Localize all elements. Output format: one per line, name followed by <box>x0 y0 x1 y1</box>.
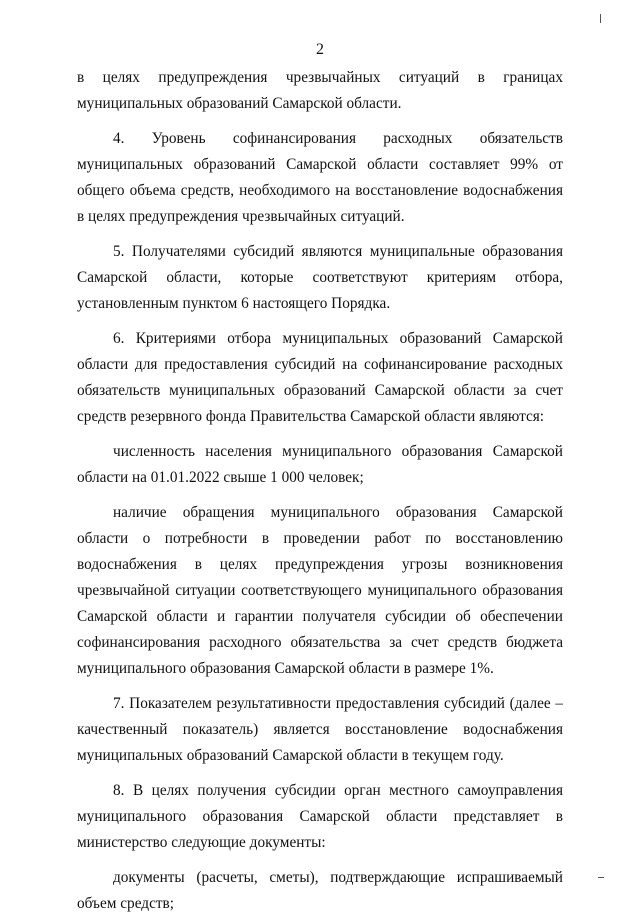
text-line: обязательств муниципальных образований Самарской области за счет <box>77 382 563 399</box>
scan-edge-mark <box>600 14 601 23</box>
text-line: наличие обращения муниципального образования Самарской <box>113 504 563 521</box>
text-line: области о потребности в проведении работ по восстановлению <box>77 530 563 547</box>
paragraph-item-7 <box>77 691 563 769</box>
text-line: 5. Получателями субсидий являются муниципальные образования <box>113 243 563 260</box>
text-line: софинансирования расходного обязательства за счет средств бюджета <box>77 634 563 651</box>
text-line: 6. Критериями отбора муниципальных образований Самарской <box>113 330 563 347</box>
paragraph-item-5 <box>77 239 563 317</box>
text-line: 8. В целях получения субсидии орган местного самоуправления <box>113 782 563 799</box>
text-line: муниципального образования Самарской области представляет в <box>77 808 563 825</box>
text-line: водоснабжения в целях предупреждения угрозы возникновения <box>77 556 563 573</box>
text-line: чрезвычайной ситуации соответствующего муниципального образования <box>77 582 563 599</box>
paragraph-continuation <box>77 65 563 117</box>
text-line: 4. Уровень софинансирования расходных обязательств <box>113 130 563 147</box>
text-line: Самарской области, которые соответствуют критериям отбора, <box>77 269 563 286</box>
text-line: министерство следующие документы: <box>77 834 326 851</box>
text-line: 7. Показателем результативности предоставления субсидий (далее – <box>113 695 563 712</box>
paragraph-item-6 <box>77 326 563 430</box>
text-line: муниципального образования Самарской области в размере 1%. <box>77 660 494 677</box>
text-line: муниципальных образований Самарской области. <box>77 95 402 112</box>
page-number: 2 <box>316 41 324 58</box>
paragraph-item-8 <box>77 778 563 856</box>
text-line: в целях предупреждения чрезвычайных ситуаций. <box>77 208 405 225</box>
text-line: в целях предупреждения чрезвычайных ситуаций в границах <box>77 69 563 86</box>
paragraph-criterion-population <box>77 439 563 491</box>
text-line: установленным пунктом 6 настоящего Порядка. <box>77 295 391 312</box>
text-line: Самарской области и гарантии получателя субсидии об обеспечении <box>77 608 563 625</box>
text-line: численность населения муниципального образования Самарской <box>113 443 563 460</box>
text-line: области на 01.01.2022 свыше 1 000 человек; <box>77 469 364 486</box>
text-line: качественный показатель) является восстановление водоснабжения <box>77 721 563 738</box>
text-line: средств резервного фонда Правительства Самарской области являются: <box>77 408 545 425</box>
scan-edge-mark <box>598 877 604 878</box>
text-line: объем средств; <box>77 895 175 912</box>
paragraph-documents <box>77 865 563 917</box>
paragraph-criterion-request <box>77 500 563 682</box>
document-body <box>77 65 563 917</box>
text-line: документы (расчеты, сметы), подтверждающие испрашиваемый <box>113 869 563 886</box>
paragraph-item-4 <box>77 126 563 230</box>
text-line: общего объема средств, необходимого на восстановление водоснабжения <box>77 182 563 199</box>
text-line: области для предоставления субсидий на софинансирование расходных <box>77 356 563 373</box>
text-line: муниципальных образований Самарской области составляет 99% от <box>77 156 563 173</box>
text-line: муниципальных образований Самарской области в текущем году. <box>77 747 504 764</box>
